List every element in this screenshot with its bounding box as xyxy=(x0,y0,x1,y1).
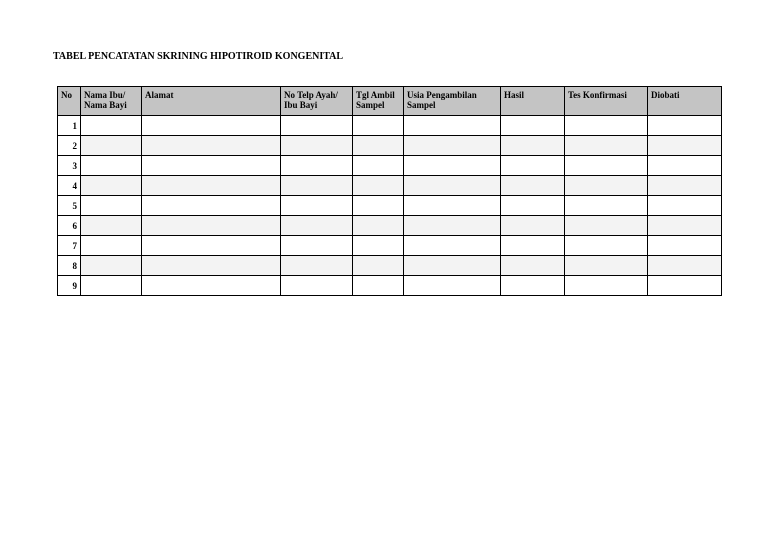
cell-diobati[interactable] xyxy=(648,256,722,276)
cell-usia[interactable] xyxy=(404,276,501,296)
cell-hasil[interactable] xyxy=(501,276,565,296)
screening-record-table xyxy=(57,86,722,296)
header-no-telp: No Telp Ayah/ Ibu Bayi xyxy=(281,87,353,116)
table-row xyxy=(58,196,722,216)
cell-diobati[interactable] xyxy=(648,216,722,236)
row-number: 7 xyxy=(58,236,81,256)
cell-tgl-ambil[interactable] xyxy=(353,116,404,136)
cell-tes-konfirmasi[interactable] xyxy=(565,276,648,296)
row-number: 1 xyxy=(58,116,81,136)
cell-no-telp[interactable] xyxy=(281,116,353,136)
cell-no-telp[interactable] xyxy=(281,156,353,176)
cell-diobati[interactable] xyxy=(648,236,722,256)
cell-hasil[interactable] xyxy=(501,116,565,136)
cell-hasil[interactable] xyxy=(501,256,565,276)
header-no: No xyxy=(58,87,81,116)
table-row xyxy=(58,136,722,156)
cell-usia[interactable] xyxy=(404,156,501,176)
table-row xyxy=(58,256,722,276)
cell-tes-konfirmasi[interactable] xyxy=(565,216,648,236)
cell-no-telp[interactable] xyxy=(281,256,353,276)
cell-nama[interactable] xyxy=(81,176,142,196)
table-row xyxy=(58,236,722,256)
cell-usia[interactable] xyxy=(404,136,501,156)
cell-hasil[interactable] xyxy=(501,176,565,196)
table-row xyxy=(58,216,722,236)
cell-tgl-ambil[interactable] xyxy=(353,196,404,216)
cell-diobati[interactable] xyxy=(648,116,722,136)
cell-alamat[interactable] xyxy=(142,176,281,196)
cell-hasil[interactable] xyxy=(501,196,565,216)
cell-alamat[interactable] xyxy=(142,116,281,136)
cell-usia[interactable] xyxy=(404,216,501,236)
cell-usia[interactable] xyxy=(404,196,501,216)
cell-diobati[interactable] xyxy=(648,156,722,176)
cell-alamat[interactable] xyxy=(142,256,281,276)
table-row xyxy=(58,276,722,296)
cell-tes-konfirmasi[interactable] xyxy=(565,156,648,176)
cell-tgl-ambil[interactable] xyxy=(353,276,404,296)
row-number: 4 xyxy=(58,176,81,196)
cell-alamat[interactable] xyxy=(142,196,281,216)
cell-tes-konfirmasi[interactable] xyxy=(565,136,648,156)
cell-tgl-ambil[interactable] xyxy=(353,176,404,196)
cell-tes-konfirmasi[interactable] xyxy=(565,236,648,256)
row-number: 6 xyxy=(58,216,81,236)
cell-diobati[interactable] xyxy=(648,176,722,196)
cell-alamat[interactable] xyxy=(142,156,281,176)
cell-tgl-ambil[interactable] xyxy=(353,256,404,276)
row-number: 8 xyxy=(58,256,81,276)
cell-no-telp[interactable] xyxy=(281,136,353,156)
cell-no-telp[interactable] xyxy=(281,196,353,216)
cell-tgl-ambil[interactable] xyxy=(353,216,404,236)
row-number: 2 xyxy=(58,136,81,156)
cell-no-telp[interactable] xyxy=(281,236,353,256)
cell-tes-konfirmasi[interactable] xyxy=(565,196,648,216)
header-hasil: Hasil xyxy=(501,87,565,116)
cell-tes-konfirmasi[interactable] xyxy=(565,256,648,276)
cell-nama[interactable] xyxy=(81,256,142,276)
header-tes-konfirmasi: Tes Konfirmasi xyxy=(565,87,648,116)
cell-tgl-ambil[interactable] xyxy=(353,136,404,156)
cell-hasil[interactable] xyxy=(501,216,565,236)
table-row xyxy=(58,116,722,136)
cell-diobati[interactable] xyxy=(648,276,722,296)
header-nama-ibu-bayi: Nama Ibu/ Nama Bayi xyxy=(81,87,142,116)
cell-no-telp[interactable] xyxy=(281,216,353,236)
table-row xyxy=(58,156,722,176)
cell-nama[interactable] xyxy=(81,116,142,136)
cell-tes-konfirmasi[interactable] xyxy=(565,176,648,196)
cell-nama[interactable] xyxy=(81,216,142,236)
row-number: 3 xyxy=(58,156,81,176)
cell-alamat[interactable] xyxy=(142,216,281,236)
cell-diobati[interactable] xyxy=(648,136,722,156)
cell-usia[interactable] xyxy=(404,256,501,276)
header-tgl-ambil-sampel: Tgl Ambil Sampel xyxy=(353,87,404,116)
cell-hasil[interactable] xyxy=(501,136,565,156)
document-title: TABEL PENCATATAN SKRINING HIPOTIROID KONGENITAL xyxy=(53,51,344,62)
header-alamat: Alamat xyxy=(142,87,281,116)
cell-no-telp[interactable] xyxy=(281,276,353,296)
cell-usia[interactable] xyxy=(404,236,501,256)
row-number: 5 xyxy=(58,196,81,216)
cell-usia[interactable] xyxy=(404,176,501,196)
table-row xyxy=(58,176,722,196)
cell-nama[interactable] xyxy=(81,236,142,256)
cell-alamat[interactable] xyxy=(142,236,281,256)
cell-nama[interactable] xyxy=(81,276,142,296)
cell-alamat[interactable] xyxy=(142,276,281,296)
cell-hasil[interactable] xyxy=(501,156,565,176)
row-number: 9 xyxy=(58,276,81,296)
cell-tgl-ambil[interactable] xyxy=(353,236,404,256)
cell-alamat[interactable] xyxy=(142,136,281,156)
header-usia-pengambilan-sampel: Usia Pengambilan Sampel xyxy=(404,87,501,116)
cell-no-telp[interactable] xyxy=(281,176,353,196)
cell-nama[interactable] xyxy=(81,196,142,216)
cell-hasil[interactable] xyxy=(501,236,565,256)
cell-tgl-ambil[interactable] xyxy=(353,156,404,176)
header-diobati: Diobati xyxy=(648,87,722,116)
cell-usia[interactable] xyxy=(404,116,501,136)
cell-tes-konfirmasi[interactable] xyxy=(565,116,648,136)
cell-nama[interactable] xyxy=(81,156,142,176)
cell-nama[interactable] xyxy=(81,136,142,156)
table-header-row xyxy=(58,87,722,116)
cell-diobati[interactable] xyxy=(648,196,722,216)
